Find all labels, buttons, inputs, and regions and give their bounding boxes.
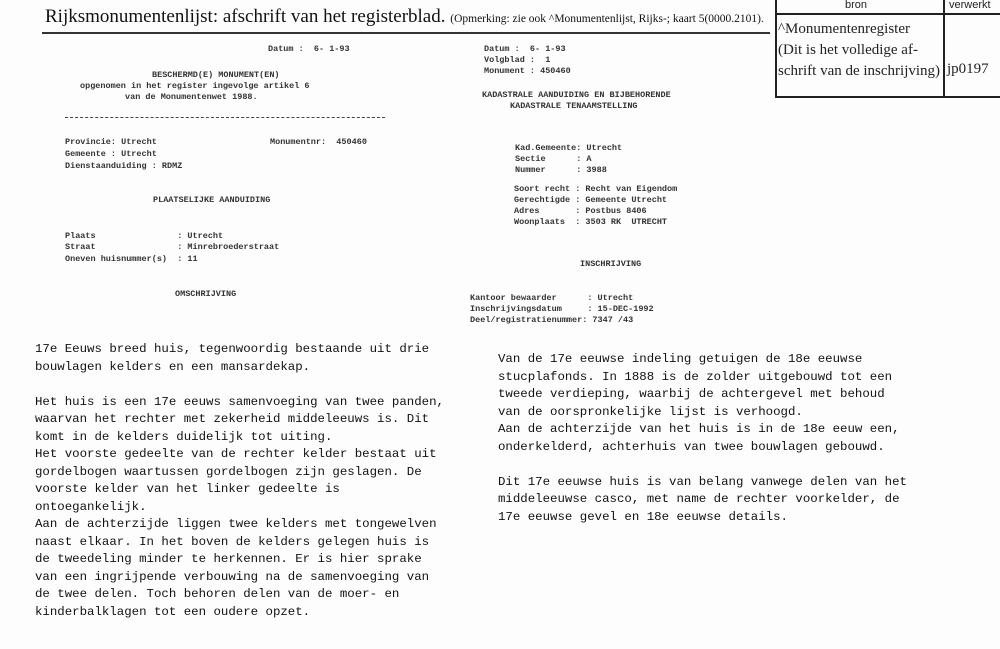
desc-line: waarvan het rechter met zekerheid middeleeuws is. Dit [35,412,430,426]
desc-line: tweede verdieping, waarbij de achtergevel met behoud [498,387,885,401]
plaats: Plaats : Utrecht [65,231,224,241]
left-datum: Datum : 6- 1-93 [268,44,350,54]
desc-line: ontoegankelijk. [35,499,147,514]
desc-line: Aan de achterzijde van het huis is in de 18e eeuw een, [498,422,900,436]
nummer: Nummer : 3988 [515,165,607,175]
section-inschrijving: INSCHRIJVING [580,259,642,269]
verwerkt-cell: jp0197 [947,61,989,77]
desc-line: 17e eeuwse gevel en 18e eeuwse details. [498,509,788,524]
desc-line: voorste kelder van het linker gedeelte is [35,482,340,496]
desc-line: middeleeuwse casco, met name de rechter voorkelder, de [498,492,900,506]
title-text: Rijksmonumentenlijst: afschrift van het registerblad. [45,6,446,27]
woonplaats: Woonplaats : 3503 RK UTRECHT [514,217,668,227]
section-omschrijving: OMSCHRIJVING [175,289,237,299]
desc-line: naast elkaar. In het boven de kelders gelegen huis is [35,534,430,549]
description-right [498,351,907,526]
sectie: Sectie : A [515,154,592,164]
desc-line [35,376,444,394]
desc-line: de tweedeling minder te herkennen. Er is hier sprake [35,552,422,566]
adres: Adres : Postbus 8406 [514,206,647,216]
page-title [45,6,764,28]
straat: Straat : Minrebroederstraat [65,242,280,252]
desc-line: stucplafonds. In 1888 is de zolder uitgebouwd tot een [498,369,893,384]
section-kadastraal: KADASTRALE AANDUIDING EN BIJBEHORENDE [482,90,671,100]
section-kadastraal: KADASTRALE TENAAMSTELLING [510,101,638,111]
monument-heading: opgenomen in het register ingevolge artikel 6 [80,81,310,91]
recht-fields [514,184,677,228]
gerechtigde: Gerechtigde : Gemeente Utrecht [514,195,668,205]
desc-line: de twee delen. Toch behoren delen van de moer- en [35,587,400,601]
title-note: (Opmerking: zie ook ^Monumentenlijst, Rijks-; kaart 5(0000.2101). [450,13,764,25]
desc-line: bouwlagen kelders en een mansardekap. [35,359,311,374]
desc-line: onderkelderd, achterhuis van twee bouwlagen gebouwd. [498,439,885,454]
inschrijvingsdatum: Inschrijvingsdatum : 15-DEC-1992 [470,304,654,314]
inschrijving-fields [470,293,654,326]
title-rule [42,32,770,34]
desc-line: kinderbalklagen tot een oudere opzet. [35,604,311,619]
huisnummer: Oneven huisnummer(s) : 11 [65,254,198,264]
right-datum: Datum : 6- 1-93 [484,44,566,54]
description-left [35,341,444,621]
bron-line: schrift van de inschrijving) [778,63,941,79]
section-plaatselijk: PLAATSELIJKE AANDUIDING [153,195,271,205]
registratienummer: Deel/registratienummer: 7347 /43 [470,315,634,325]
bron-line: (Dit is het volledige af- [778,42,918,58]
dienstaanduiding: Dienstaanduiding : RDMZ [65,161,183,171]
monumentnr: Monumentnr: 450460 [270,137,367,147]
bron-line: ^Monumentenregister [778,21,911,37]
bron-cell [778,19,940,82]
source-table-header [777,0,1000,15]
column-divider [943,0,945,96]
desc-line: van een ingrijpende verbouwing na de samenvoeging van [35,569,430,584]
soort-recht: Soort recht : Recht van Eigendom [514,184,678,194]
desc-line: gordelbogen waartussen gordelbogen zijn geslagen. De [35,464,422,479]
volgblad: Volgblad : 1 [484,55,551,65]
desc-line: Van de 17e eeuwse indeling getuigen de 18e eeuwse [498,352,863,366]
gemeente: Gemeente : Utrecht [65,149,157,159]
col-bron: bron [845,0,868,11]
desc-line: Aan de achterzijde liggen twee kelders met tongewelven [35,517,437,531]
desc-line: 17e Eeuws breed huis, tegenwoordig bestaande uit drie [35,342,430,356]
desc-line: komt in de kelders duidelijk tot uiting. [35,429,333,444]
col-verwerkt: verwerkt [949,0,991,11]
desc-line: Dit 17e eeuwse huis is van belang vanwege delen van het [498,474,907,489]
monument-heading: BESCHERMD(E) MONUMENT(EN) [152,70,280,80]
kad-gemeente: Kad.Gemeente: Utrecht [515,143,623,153]
dashed-divider [65,117,385,118]
desc-line [498,456,907,474]
desc-line: Het voorste gedeelte van de rechter kelder bestaat uit [35,447,437,461]
kad-fields [515,143,622,176]
monument-heading: van de Monumentenwet 1988. [125,92,258,102]
source-table [775,0,1000,98]
desc-line: van de oorspronkelijke lijst is verhoogd. [498,404,803,419]
kantoor: Kantoor bewaarder : Utrecht [470,293,634,303]
monument-number: Monument : 450460 [484,66,571,76]
provincie: Provincie: Utrecht [65,137,157,147]
desc-line: Het huis is een 17e eeuws samenvoeging van twee panden, [35,394,444,409]
